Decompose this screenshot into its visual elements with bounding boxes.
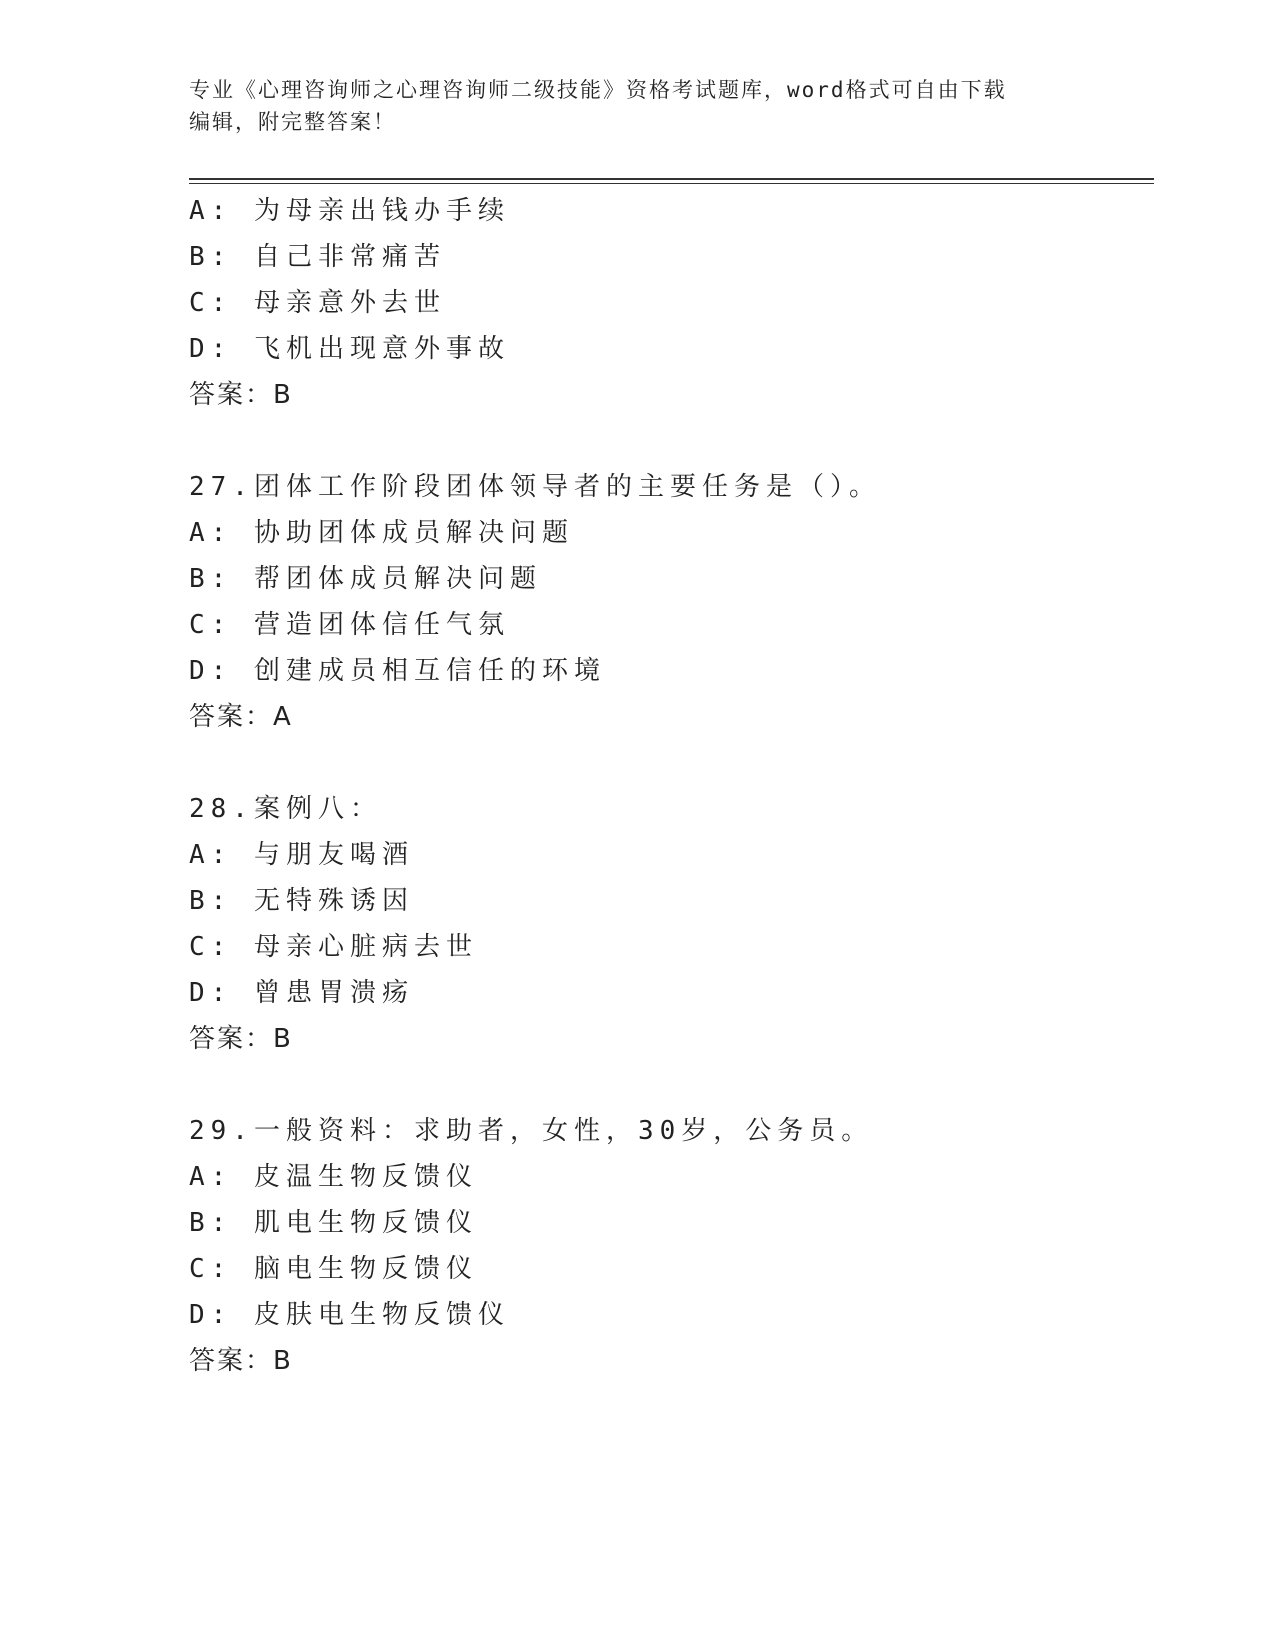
header-line-2: 编辑，附完整答案！ xyxy=(189,110,396,134)
question-stem: 29.一般资料：求助者，女性，30岁，公务员。 xyxy=(189,1116,874,1146)
answer-line: 答案：B xyxy=(189,1024,293,1054)
spacer xyxy=(189,418,1149,464)
option-b: B: 帮团体成员解决问题 xyxy=(189,564,542,594)
option-a: A: 协助团体成员解决问题 xyxy=(189,518,574,548)
question-stem: 27.团体工作阶段团体领导者的主要任务是（）。 xyxy=(189,472,881,502)
option-c: C: 母亲意外去世 xyxy=(189,288,446,318)
option-b: B: 无特殊诱因 xyxy=(189,886,414,916)
answer-line: 答案：B xyxy=(189,380,293,410)
question-stem: 28.案例八： xyxy=(189,794,382,824)
option-a: A: 为母亲出钱办手续 xyxy=(189,196,510,226)
question-28 xyxy=(189,786,1149,1062)
question-27 xyxy=(189,464,1149,740)
option-d: D: 曾患胃溃疡 xyxy=(189,978,414,1008)
option-a: A: 与朋友喝酒 xyxy=(189,840,414,870)
answer-line: 答案：B xyxy=(189,1346,293,1376)
option-c: C: 营造团体信任气氛 xyxy=(189,610,510,640)
answer-line: 答案：A xyxy=(189,702,293,732)
document-header xyxy=(189,74,1069,138)
question-list xyxy=(189,188,1149,1384)
question-29 xyxy=(189,1108,1149,1384)
option-b: B: 肌电生物反馈仪 xyxy=(189,1208,478,1238)
header-divider-thick xyxy=(189,178,1154,180)
spacer xyxy=(189,1062,1149,1108)
option-a: A: 皮温生物反馈仪 xyxy=(189,1162,478,1192)
option-d: D: 飞机出现意外事故 xyxy=(189,334,510,364)
option-c: C: 脑电生物反馈仪 xyxy=(189,1254,478,1284)
question-26-continued xyxy=(189,188,1149,418)
option-b: B: 自己非常痛苦 xyxy=(189,242,446,272)
spacer xyxy=(189,740,1149,786)
header-line-1: 专业《心理咨询师之心理咨询师二级技能》资格考试题库，word格式可自由下载 xyxy=(189,78,1007,102)
header-divider-thin xyxy=(189,183,1154,184)
option-d: D: 皮肤电生物反馈仪 xyxy=(189,1300,510,1330)
option-d: D: 创建成员相互信任的环境 xyxy=(189,656,606,686)
option-c: C: 母亲心脏病去世 xyxy=(189,932,478,962)
